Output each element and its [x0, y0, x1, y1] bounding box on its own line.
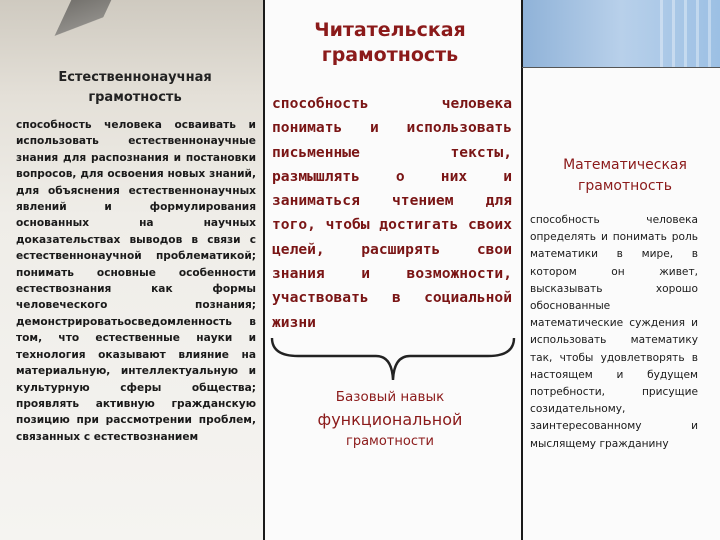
left-column-text: способность человека осваивать и использовать естественнонаучные знания для распознания и постановки вопросов, для освоения новых знаний, для объяснения естественнонаучных явлений и формулирования основанных на научных доказательствах выводов в связи с естественнонаучной проблематикой; понимать основные особенности естествознания как формы человеческого познания; демонстрироватьосведомленность в том, что естественные науки и технология оказывают влияние на материальную, интеллектуальную и культурную сферы общества; проявлять активную гражданскую позицию при рассмотрении проблем, связанных с естествознанием [16, 119, 256, 443]
base-skill-line-1: Базовый навык [335, 389, 445, 405]
base-skill-line-2: функциональной [317, 410, 463, 429]
base-skill-line-3: грамотности [345, 434, 434, 449]
right-column-text: способность человека определять и понимать роль математики в мире, в котором он живет, высказывать хорошо обоснованные математические суждения и использовать математику так, чтобы удовлетворять в настоящем и будущем потребности, присущие созидательному, заинтересованному и мыслящему гражданину [530, 214, 698, 450]
middle-column-text: способность человека понимать и использовать письменные тексты, размышлять о них и заниматься чтением для того, чтобы достигать своих целей, расширять свои знания и возможности, участвовать в социальной жизни [272, 95, 512, 331]
left-divider [263, 0, 265, 540]
right-divider [521, 0, 523, 540]
decorative-stripes [660, 0, 720, 68]
base-skill-label [290, 386, 490, 452]
curly-brace [268, 334, 518, 386]
left-column-title: Естественнонаучная грамотность [58, 70, 212, 105]
right-column-title: Математическая грамотность [563, 157, 687, 194]
middle-column-title: Читательская грамотность [314, 19, 466, 66]
right-header-line [522, 67, 720, 68]
